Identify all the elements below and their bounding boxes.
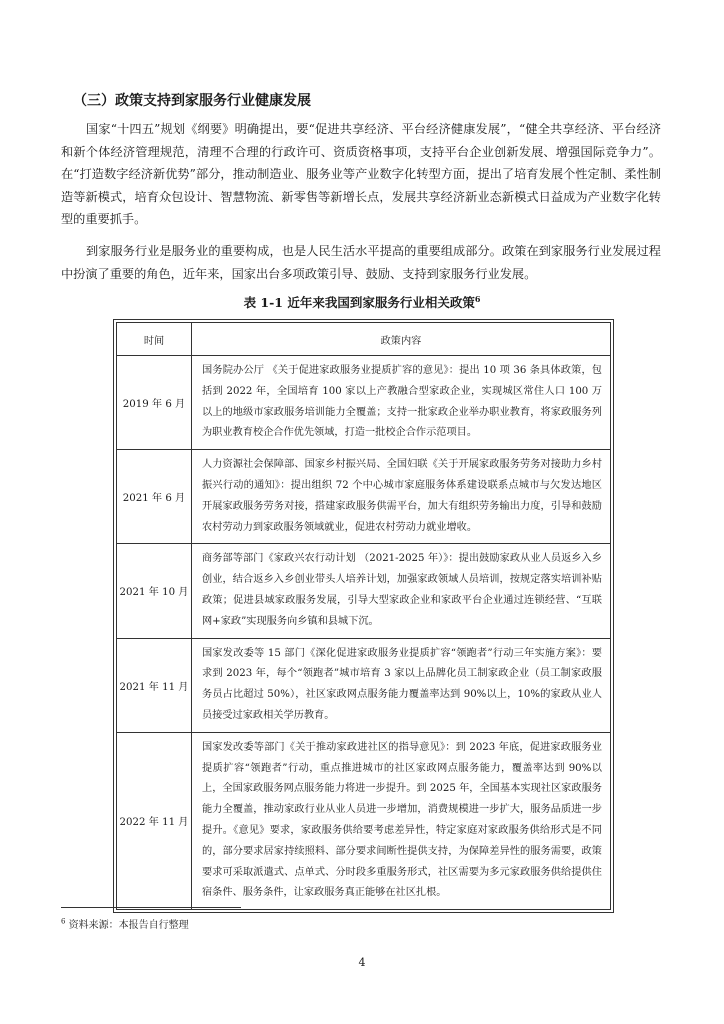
table-row <box>117 450 611 544</box>
row-date: 2019 年 6 月 <box>117 356 192 450</box>
paragraph-home-service-industry: 到家服务行业是服务业的重要构成，也是人民生活水平提高的重要组成部分。政策在到家服务行业发展过程中扮演了重要的角色，近年来，国家出台多项政策引导、鼓励、支持到家服务行业发展。 <box>61 244 661 281</box>
row-date: 2021 年 6 月 <box>117 450 192 544</box>
table-row <box>117 356 611 450</box>
footnote-divider <box>61 907 241 908</box>
table-header-row <box>117 323 611 356</box>
row-content: 国家发改委等部门《关于推动家政进社区的指导意见》：到 2023 年底，促进家政服务业提质扩容“领跑者”行动，重点推进城市的社区家政网点服务能力，覆盖率达到 90%以上，全国家政服务网点服务能力将进一步提升。到 2025 年，全国基本实现社区家政服务能力全覆盖，推动家政行业从业人员进一步增加，消费规模进一步扩大，服务品质进一步提升。《意见》要求，家政服务供给要考虑差异性，特定家庭对家政服务供给形式是不同的，部分要求居家持续照料、部分要求间断性提供支持，为保障差异性的服务需要，政策要求可采取派遣式、点单式、分时段多重服务形式，社区需要为多元家政服务供给提供住宿条件、服务条件，让家政服务真正能够在社区扎根。 <box>192 732 611 909</box>
footnote-ref[interactable]: 6 <box>474 293 481 304</box>
row-content: 国家发改委等 15 部门《深化促进家政服务业提质扩容“领跑者”行动三年实施方案》：要求到 2023 年，每个“领跑者”城市培育 3 家以上品牌化员工制家政企业（员工制家政服务员占比超过 50%），社区家政网点服务能力覆盖率达到 90%以上，10%的家政从业人员接受过家政相关学历教育。 <box>192 638 611 732</box>
footnote <box>61 916 189 931</box>
table-row <box>117 732 611 909</box>
table-row <box>117 638 611 732</box>
table-caption <box>0 293 724 311</box>
policy-table <box>116 322 611 910</box>
row-date: 2022 年 11 月 <box>117 732 192 909</box>
header-content: 政策内容 <box>192 323 611 356</box>
row-content: 人力资源社会保障部、国家乡村振兴局、全国妇联《关于开展家政服务劳务对接助力乡村振兴行动的通知》：提出组织 72 个中心城市家庭服务体系建设联系点城市与欠发达地区开展家政服务劳务对接，搭建家政服务供需平台，加大有组织劳务输出力度，引导和鼓励农村劳动力到家政服务领域就业，促进农村劳动力就业增收。 <box>192 450 611 544</box>
row-content: 商务部等部门《家政兴农行动计划 （2021-2025 年）》：提出鼓励家政从业人员返乡入乡创业，结合返乡入乡创业带头人培养计划，加强家政领域人员培训，按规定落实培训补贴政策；促进县域家政服务发展，引导大型家政企业和家政平台企业通过连锁经营、“互联网+家政”实现服务向乡镇和县城下沉。 <box>192 544 611 638</box>
table-row <box>117 544 611 638</box>
paragraph-plan-outline: 国家“十四五”规划《纲要》明确提出，要“促进共享经济、平台经济健康发展”，“健全共享经济、平台经济和新个体经济管理规范，清理不合理的行政许可、资质资格事项，支持平台企业创新发展、增强国际竞争力”。在“打造数字经济新优势”部分，推动制造业、服务业等产业数字化转型方面，提出了培育发展个性定制、柔性制造等新模式，培育众包设计、智慧物流、新零售等新增长点，发展共享经济新业态新模式日益成为产业数字化转型的重要抓手。 <box>61 122 661 226</box>
section-heading: （三）政策支持到家服务行业健康发展 <box>73 93 311 109</box>
row-content: 国务院办公厅 《关于促进家政服务业提质扩容的意见》：提出 10 项 36 条具体政策，包括到 2022 年，全国培育 100 家以上产教融合型家政企业，实现城区常住人口 100 万以上的地级市家政服务培训能力全覆盖；支持一批家政企业举办职业教育，将家政服务列为职业教育校企合作优先领域，打造一批校企合作示范项目。 <box>192 356 611 450</box>
page-number: 4 <box>358 956 366 969</box>
header-date: 时间 <box>117 323 192 356</box>
footnote-text: 资料来源：本报告自行整理 <box>68 920 189 931</box>
table-caption-text: 表 1-1 近年来我国到家服务行业相关政策 <box>243 295 475 310</box>
footnote-marker: 6 <box>61 917 66 926</box>
row-date: 2021 年 11 月 <box>117 638 192 732</box>
row-date: 2021 年 10 月 <box>117 544 192 638</box>
